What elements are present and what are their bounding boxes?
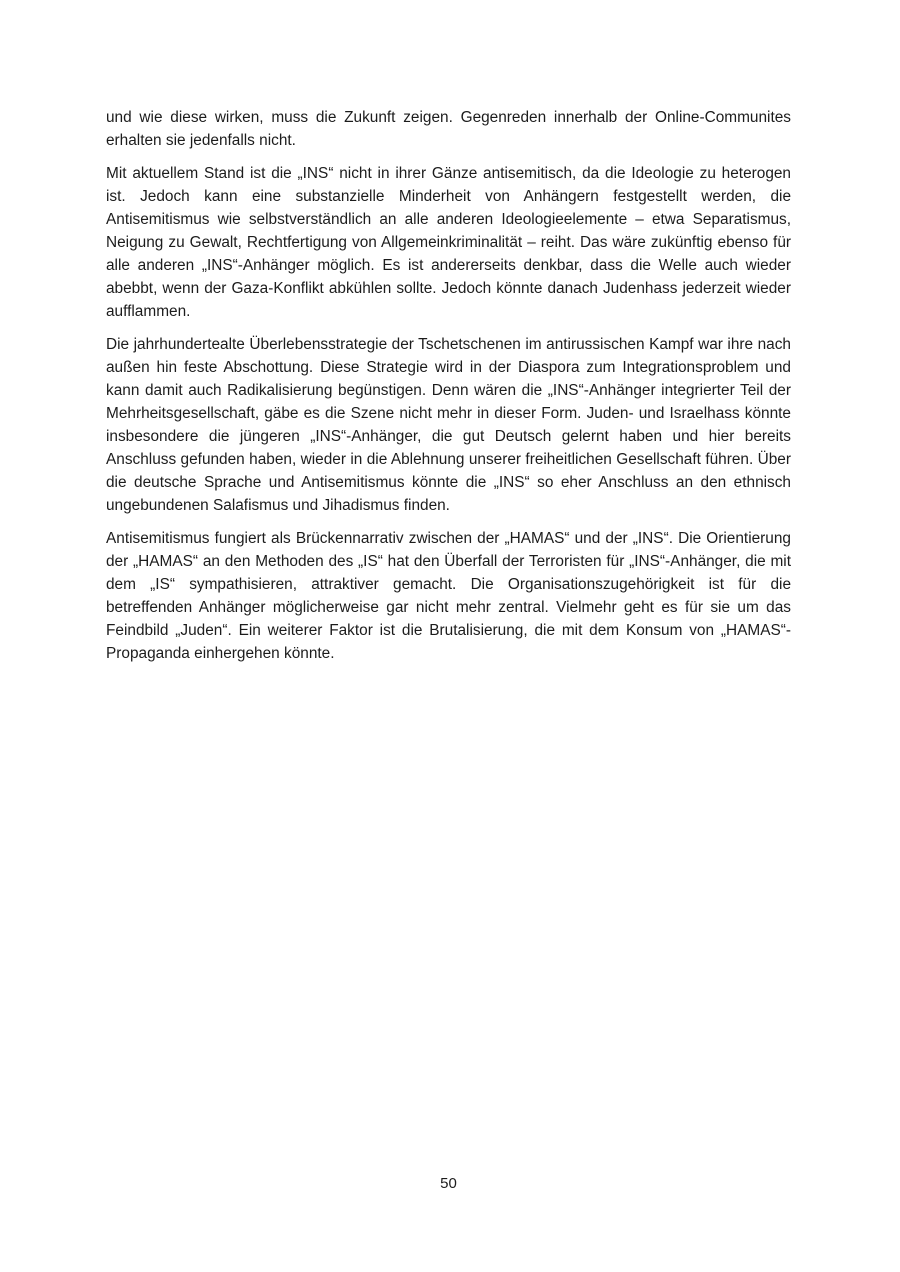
paragraph-1: und wie diese wirken, muss die Zukunft zeigen. Gegenreden innerhalb der Online-Communites erhalten sie jedenfalls nicht.	[106, 109, 791, 149]
text-content	[106, 106, 791, 665]
page-footer	[106, 1174, 791, 1194]
paragraph-2: Mit aktuellem Stand ist die „INS“ nicht in ihrer Gänze antisemitisch, da die Ideologie zu heterogen ist. Jedoch kann eine substanzielle Minderheit von Anhängern festgestellt werden, die Antisemitismus wie selbstverständlich an alle anderen Ideologieelemente – etwa Separatismus, Neigung zu Gewalt, Rechtfertigung von Allgemeinkriminalität – reiht. Das wäre zukünftig ebenso für alle anderen „INS“-Anhänger möglich. Es ist andererseits denkbar, dass die Welle auch wieder abebbt, wenn der Gaza-Konflikt abkühlen sollte. Jedoch könnte danach Judenhass jederzeit wieder aufflammen.	[106, 165, 791, 320]
paragraph-4: Antisemitismus fungiert als Brückennarrativ zwischen der „HAMAS“ und der „INS“. Die Orientierung der „HAMAS“ an den Methoden des „IS“ hat den Überfall der Terroristen für „INS“-Anhänger, die mit dem „IS“ sympathisieren, attraktiver gemacht. Die Organisationszugehörigkeit ist für die betreffenden Anhänger möglicherweise gar nicht mehr zentral. Vielmehr geht es für sie um das Feindbild „Juden“. Ein weiterer Faktor ist die Brutalisierung, die mit dem Konsum von „HAMAS“-Propaganda einhergehen könnte.	[106, 530, 791, 662]
paragraph-3: Die jahrhundertealte Überlebensstrategie der Tschetschenen im antirussischen Kampf war ihre nach außen hin feste Abschottung. Diese Strategie wird in der Diaspora zum Integrationsproblem und kann damit auch Radikalisierung begünstigen. Denn wären die „INS“-Anhänger integrierter Teil der Mehrheitsgesellschaft, gäbe es die Szene nicht mehr in dieser Form. Juden- und Israelhass könnte insbesondere die jüngeren „INS“-Anhänger, die gut Deutsch gelernt haben und hier bereits Anschluss gefunden haben, wieder in die Ablehnung unserer freiheitlichen Gesellschaft führen. Über die deutsche Sprache und Antisemitismus könnte die „INS“ so eher Anschluss an den ethnisch ungebundenen Salafismus und Jihadismus finden.	[106, 336, 791, 514]
page-number: 50	[440, 1175, 457, 1192]
